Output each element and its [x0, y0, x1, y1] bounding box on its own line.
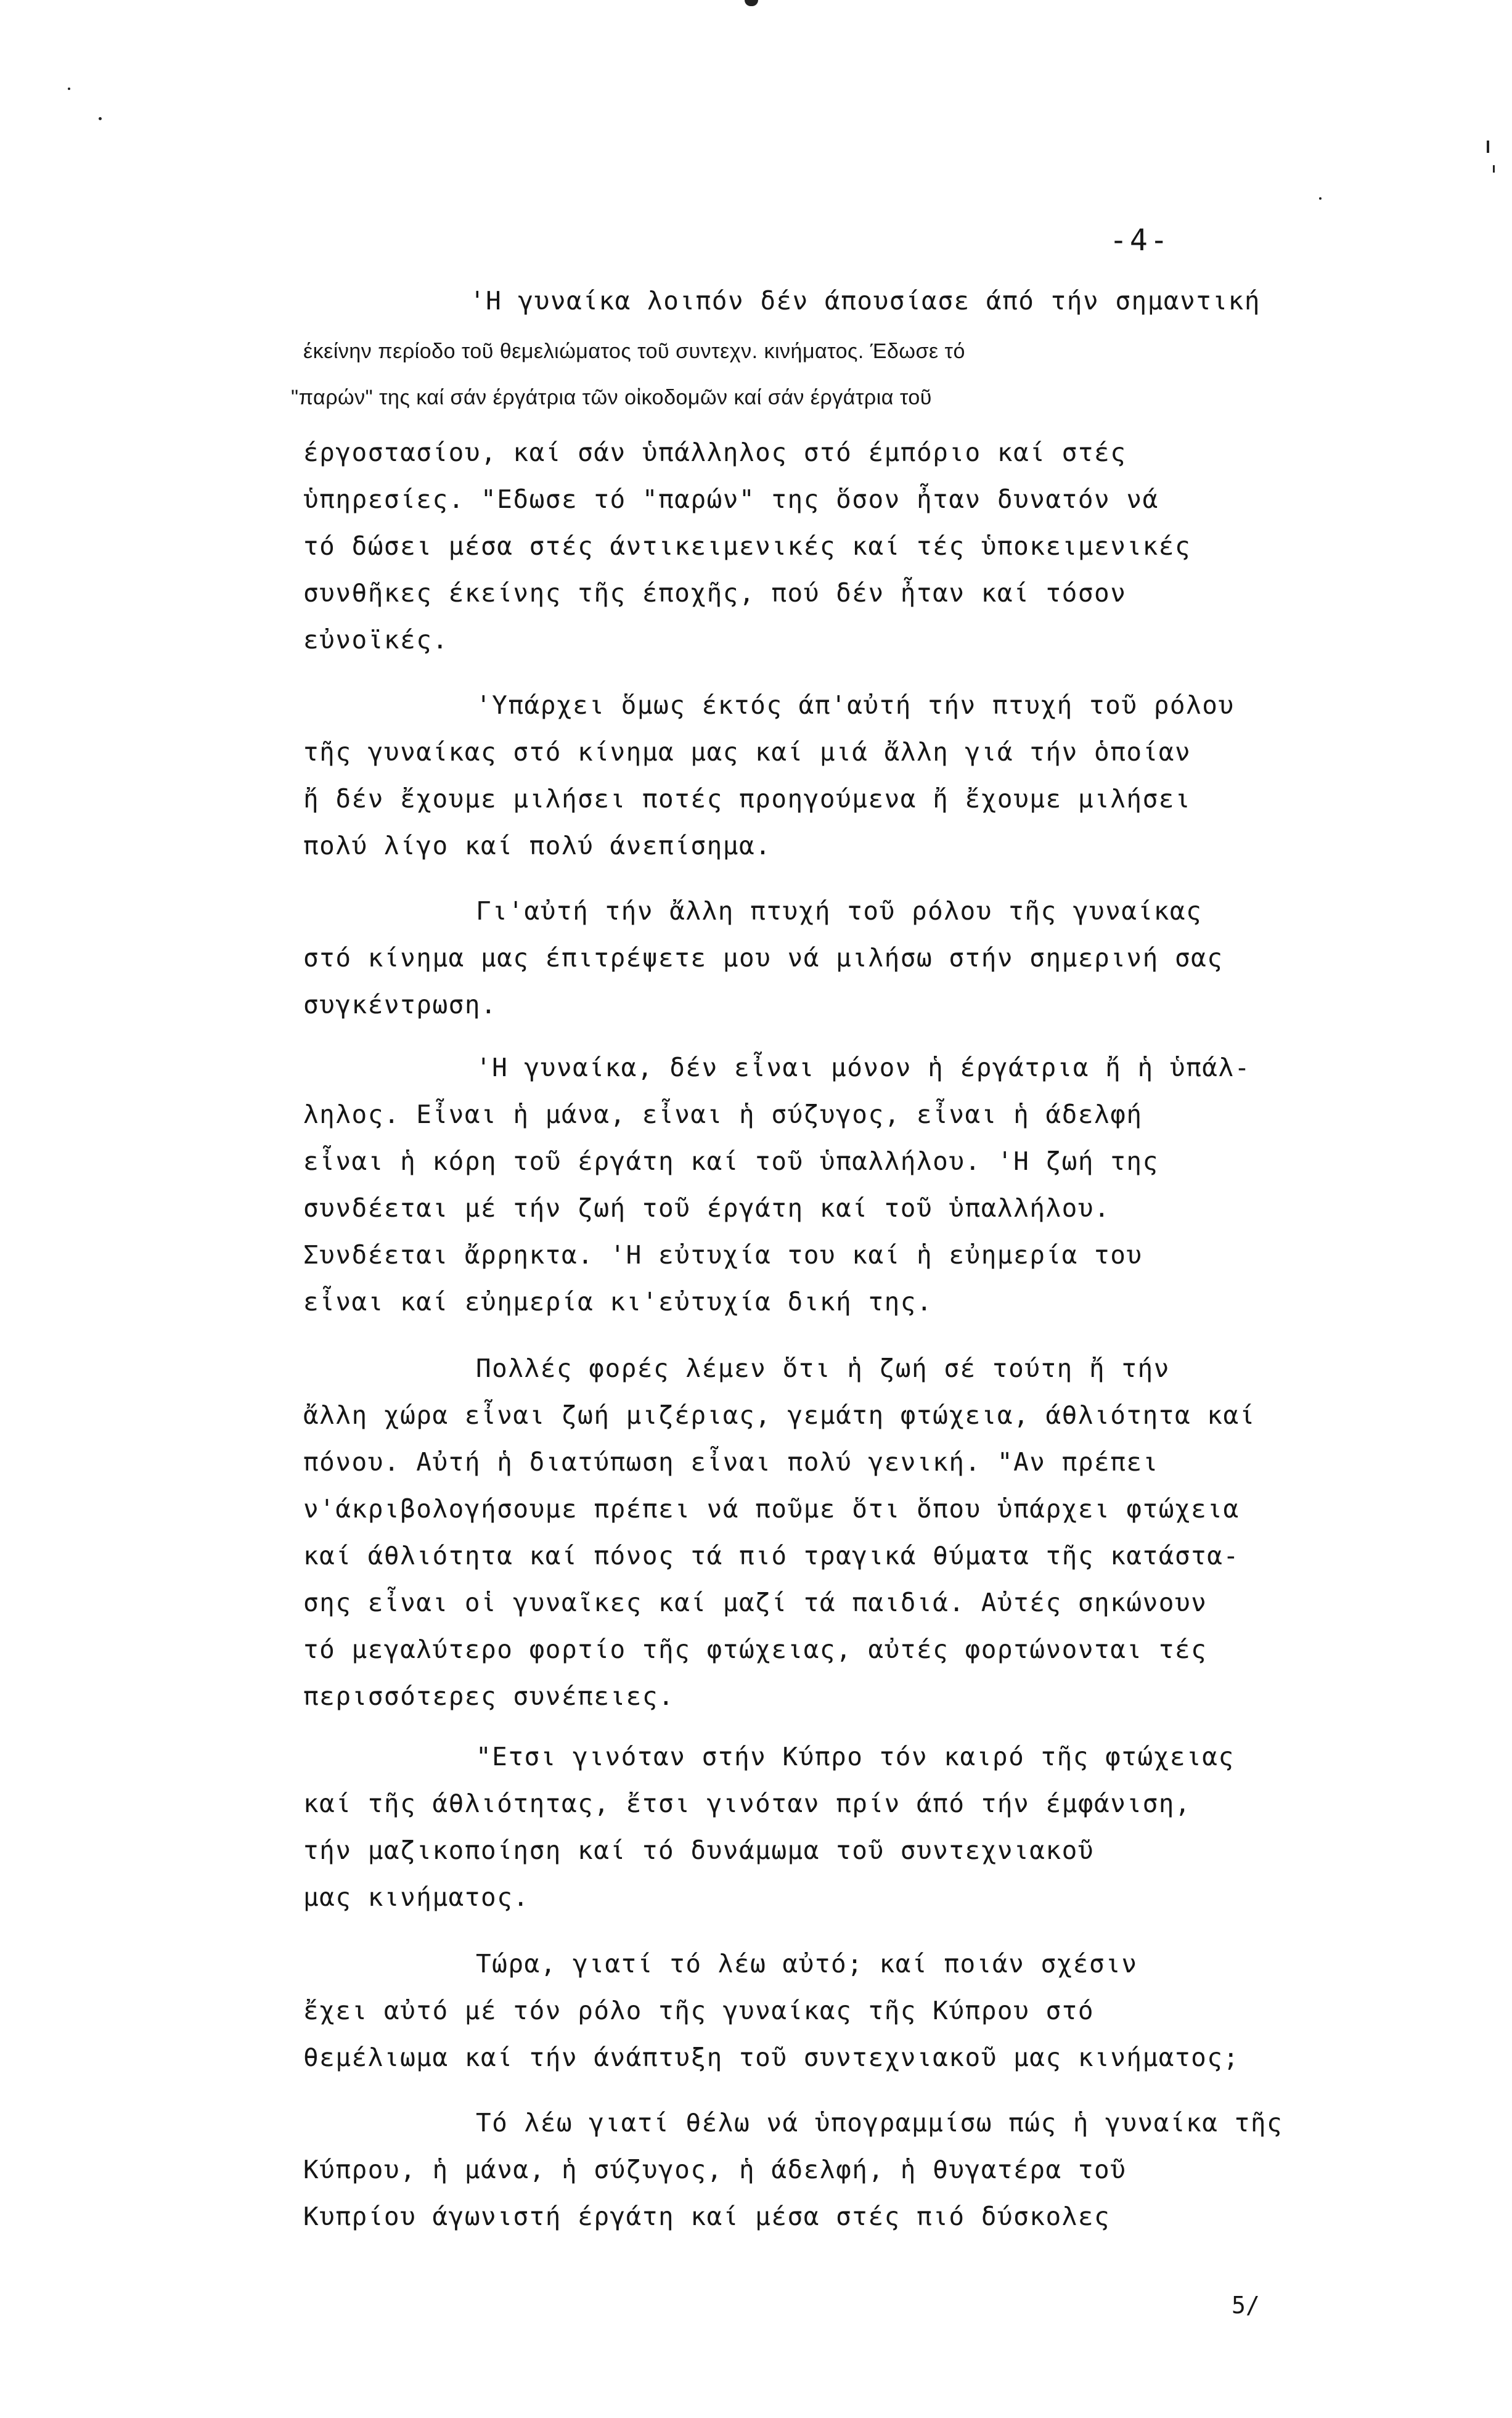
paragraph-6-line-2: καί τῆς άθλιότητας, ἔτσι γινόταν πρίν άπό τήν έμφάνιση, — [303, 1789, 1191, 1818]
paragraph-2-line-2: τῆς γυναίκας στό κίνημα μας καί μιά ἄλλη γιά τήν ὁποίαν — [303, 737, 1191, 767]
paragraph-5-line-7: τό μεγαλύτερο φορτίο τῆς φτώχειας, αὐτές φορτώνονται τές — [303, 1635, 1208, 1664]
paragraph-8-line-3: Κυπρίου άγωνιστή έργάτη καί μέσα στές πιό δύσκολες — [303, 2202, 1111, 2231]
paragraph-4-line-6: εἶναι καί εὐημερία κι'εὐτυχία δική της. — [303, 1287, 933, 1317]
paragraph-5-line-6: σης εἶναι οἱ γυναῖκες καί μαζί τά παιδιά. Αὐτές σηκώνουν — [303, 1588, 1208, 1617]
paragraph-4-line-3: εἶναι ἡ κόρη τοῦ έργάτη καί τοῦ ὑπαλλήλου. 'Η ζωή της — [303, 1146, 1159, 1176]
paragraph-4-line-1: 'Η γυναίκα, δέν εἶναι μόνον ἡ έργάτρια ἤ ἡ ὑπάλ- — [476, 1053, 1251, 1082]
paragraph-1-line-8: εὐνοϊκές. — [303, 625, 449, 655]
paragraph-5-line-2: ἄλλη χώρα εἶναι ζωή μιζέριας, γεμάτη φτώχεια, άθλιότητα καί — [303, 1400, 1256, 1430]
continuation-marker: 5/ — [1232, 2292, 1260, 2319]
paragraph-1-line-4: έργοστασίου, καί σάν ὑπάλληλος στό έμπόριο καί στές — [303, 438, 1127, 467]
scan-speck — [1493, 165, 1495, 173]
paragraph-5-line-1: Πολλές φορές λέμεν ὅτι ἡ ζωή σέ τούτη ἤ τήν — [476, 1354, 1170, 1383]
paragraph-8-line-2: Κύπρου, ἡ μάνα, ἡ σύζυγος, ἡ άδελφή, ἡ θυγατέρα τοῦ — [303, 2155, 1127, 2184]
scan-speck — [745, 0, 758, 6]
paragraph-1-line-6: τό δώσει μέσα στές άντικειμενικές καί τές ὑποκειμενικές — [303, 531, 1191, 561]
paragraph-3-line-3: συγκέντρωση. — [303, 990, 497, 1019]
paragraph-4-line-5: Συνδέεται ἄρρηκτα. 'Η εὐτυχία του καί ἡ εὐημερία του — [303, 1240, 1143, 1270]
paragraph-5-line-4: ν'άκριβολογήσουμε πρέπει νά ποῦμε ὅτι ὅπου ὑπάρχει φτώχεια — [303, 1494, 1240, 1524]
paragraph-6-line-1: "Ετσι γινόταν στήν Κύπρο τόν καιρό τῆς φτώχειας — [476, 1742, 1235, 1771]
paragraph-2-line-1: 'Υπάρχει ὅμως έκτός άπ'αὐτή τήν πτυχή τοῦ ρόλου — [476, 690, 1235, 720]
scan-speck — [99, 117, 102, 120]
paragraph-3-line-2: στό κίνημα μας έπιτρέψετε μου νά μιλήσω στήν σημερινή σας — [303, 943, 1224, 973]
paragraph-1-line-7: συνθῆκες έκείνης τῆς έποχῆς, πού δέν ἦταν καί τόσον — [303, 578, 1127, 608]
paragraph-1-line-1: 'Η γυναίκα λοιπόν δέν άπουσίασε άπό τήν σημαντική — [470, 286, 1261, 316]
paragraph-1-line-3: "παρών" της καί σάν έργάτρια τῶν οἰκοδομῶν καί σάν έργάτρια τοῦ — [291, 386, 932, 409]
paragraph-8-line-1: Τό λέω γιατί θέλω νά ὑπογραμμίσω πώς ἡ γυναίκα τῆς — [476, 2108, 1283, 2138]
paragraph-5-line-8: περισσότερες συνέπειες. — [303, 1681, 675, 1711]
scan-speck — [1319, 197, 1322, 200]
paragraph-2-line-4: πολύ λίγο καί πολύ άνεπίσημα. — [303, 831, 772, 860]
page-number: -4- — [1109, 223, 1171, 258]
paragraph-7-line-2: ἔχει αὐτό μέ τόν ρόλο τῆς γυναίκας τῆς Κύπρου στό — [303, 1996, 1095, 2025]
scan-speck — [1487, 141, 1489, 153]
paragraph-1-line-5: ὑπηρεσίες. "Εδωσε τό "παρών" της ὅσον ἦταν δυνατόν νά — [303, 484, 1159, 514]
paragraph-4-line-2: ληλος. Εἶναι ἡ μάνα, εἶναι ἡ σύζυγος, εἶναι ἡ άδελφή — [303, 1100, 1143, 1129]
paragraph-2-line-3: ἤ δέν ἔχουμε μιλήσει ποτές προηγούμενα ἤ ἔχουμε μιλήσει — [303, 784, 1191, 814]
paragraph-3-line-1: Γι'αὐτή τήν ἄλλη πτυχή τοῦ ρόλου τῆς γυναίκας — [476, 896, 1203, 926]
paragraph-1-line-2: έκείνην περίοδο τοῦ θεμελιώματος τοῦ συντεχν. κινήματος. Έδωσε τό — [303, 340, 965, 363]
paragraph-7-line-3: θεμέλιωμα καί τήν άνάπτυξη τοῦ συντεχνιακοῦ μας κινήματος; — [303, 2043, 1240, 2072]
paragraph-5-line-3: πόνου. Αὐτή ἡ διατύπωση εἶναι πολύ γενική. "Αν πρέπει — [303, 1447, 1159, 1477]
paragraph-7-line-1: Τώρα, γιατί τό λέω αὐτό; καί ποιάν σχέσιν — [476, 1949, 1138, 1979]
paragraph-6-line-4: μας κινήματος. — [303, 1882, 529, 1912]
scan-speck — [68, 88, 70, 90]
paragraph-6-line-3: τήν μαζικοποίηση καί τό δυνάμωμα τοῦ συντεχνιακοῦ — [303, 1836, 1095, 1865]
paragraph-5-line-5: καί άθλιότητα καί πόνος τά πιό τραγικά θύματα τῆς κατάστα- — [303, 1541, 1240, 1570]
paragraph-4-line-4: συνδέεται μέ τήν ζωή τοῦ έργάτη καί τοῦ ὑπαλλήλου. — [303, 1193, 1111, 1223]
